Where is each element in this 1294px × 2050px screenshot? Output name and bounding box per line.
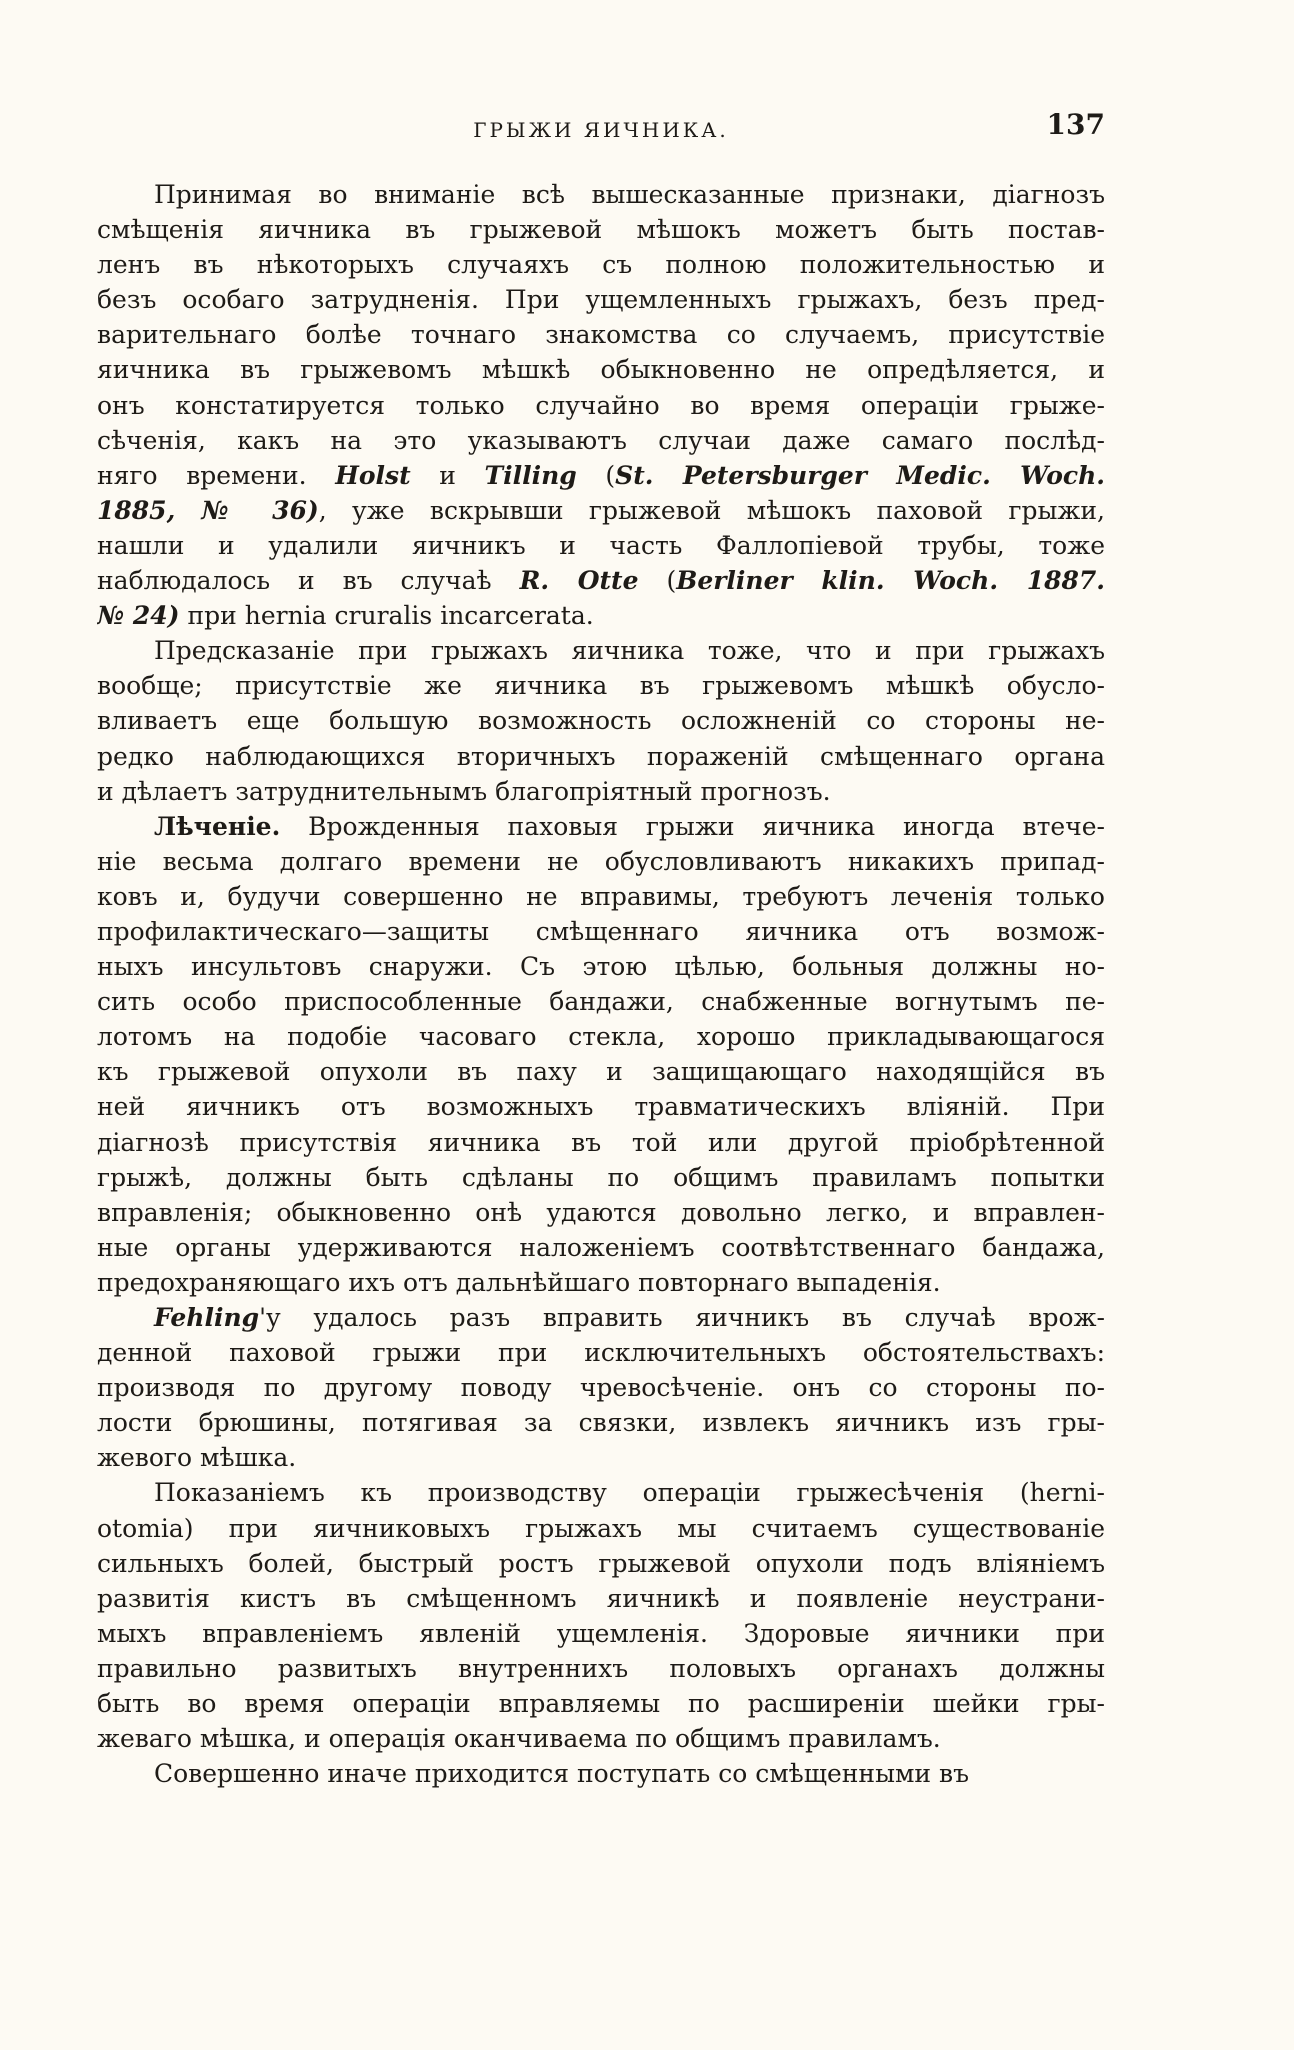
text-line bbox=[97, 949, 1105, 984]
text-line bbox=[97, 774, 1105, 809]
text-segment: жевого мѣшка. bbox=[97, 1443, 297, 1473]
text-line bbox=[97, 1405, 1105, 1440]
text-line bbox=[97, 844, 1105, 879]
text-line bbox=[97, 598, 1105, 633]
text-segment: вправленія; обыкновенно онѣ удаются довольно легко, и вправлен- bbox=[97, 1197, 1105, 1227]
text-line bbox=[97, 668, 1105, 703]
text-segment: Показаніемъ къ производству операціи грыжесѣченія (herni- bbox=[154, 1478, 1105, 1508]
text-line bbox=[97, 212, 1105, 247]
text-segment: смѣщенія яичника въ грыжевой мѣшокъ можетъ быть постав- bbox=[97, 215, 1105, 245]
text-line bbox=[97, 1440, 1105, 1475]
text-segment: Лѣченіе. bbox=[154, 811, 281, 841]
text-segment: грыжѣ, должны быть сдѣланы по общимъ правиламъ попытки bbox=[97, 1162, 1105, 1192]
text-segment: няго времени. bbox=[97, 460, 336, 490]
text-line bbox=[97, 1511, 1105, 1546]
text-segment: Врожденныя паховыя грыжи яичника иногда втече- bbox=[280, 811, 1105, 841]
text-segment: ленъ въ нѣкоторыхъ случаяхъ съ полною положительностью и bbox=[97, 250, 1105, 280]
text-line bbox=[97, 879, 1105, 914]
text-line bbox=[97, 458, 1105, 493]
text-line bbox=[97, 1546, 1105, 1581]
text-segment: сѣченія, какъ на это указываютъ случаи даже самаго послѣд- bbox=[97, 425, 1105, 455]
text-segment: яичника въ грыжевомъ мѣшкѣ обыкновенно не опредѣляется, и bbox=[97, 355, 1105, 385]
text-segment: сильныхъ болей, быстрый ростъ грыжевой опухоли подъ вліяніемъ bbox=[97, 1548, 1105, 1578]
text-line bbox=[97, 1686, 1105, 1721]
text-segment: быть во время операціи вправляемы по расширеніи шейки гры- bbox=[97, 1689, 1105, 1719]
text-line bbox=[97, 1756, 1105, 1791]
text-segment: 1885, № 36) bbox=[97, 495, 319, 525]
text-line bbox=[97, 984, 1105, 1019]
text-line bbox=[97, 1125, 1105, 1160]
text-line bbox=[97, 1054, 1105, 1089]
text-segment: нашли и удалили яичникъ и часть Фаллопіевой трубы, тоже bbox=[97, 530, 1105, 560]
text-segment: ( bbox=[638, 566, 677, 596]
text-line bbox=[97, 1089, 1105, 1124]
text-line bbox=[97, 1335, 1105, 1370]
text-segment: ней яичникъ отъ возможныхъ травматическихъ вліяній. При bbox=[97, 1092, 1105, 1122]
text-segment: онъ констатируется только случайно во время операціи грыже- bbox=[97, 390, 1105, 420]
text-segment: и bbox=[410, 460, 485, 490]
text-line bbox=[97, 1475, 1105, 1510]
text-segment: къ грыжевой опухоли въ паху и защищающаго находящійся въ bbox=[97, 1057, 1105, 1087]
text-line bbox=[97, 1721, 1105, 1756]
body-text bbox=[97, 177, 1105, 1791]
text-segment: правильно развитыхъ внутреннихъ половыхъ органахъ должны bbox=[97, 1653, 1105, 1683]
text-segment: лотомъ на подобіе часоваго стекла, хорошо прикладывающагося bbox=[97, 1022, 1105, 1052]
text-line bbox=[97, 282, 1105, 317]
text-segment: предохраняющаго ихъ отъ дальнѣйшаго повторнаго выпаденія. bbox=[97, 1267, 941, 1297]
text-segment: ніе весьма долгаго времени не обусловливаютъ никакихъ припад- bbox=[97, 846, 1105, 876]
text-segment: редко наблюдающихся вторичныхъ пораженій смѣщеннаго органа bbox=[97, 741, 1105, 771]
text-line bbox=[97, 317, 1105, 352]
text-line bbox=[97, 1651, 1105, 1686]
text-segment: варительнаго болѣе точнаго знакомства со случаемъ, присутствіе bbox=[97, 320, 1105, 350]
page-header bbox=[97, 108, 1105, 148]
text-line bbox=[97, 247, 1105, 282]
text-segment: мыхъ вправленіемъ явленій ущемленія. Здоровые яичники при bbox=[97, 1618, 1105, 1648]
text-segment: ные органы удерживаются наложеніемъ соотвѣтственнаго бандажа, bbox=[97, 1232, 1105, 1262]
text-segment: Berliner klin. Woch. 1887. bbox=[676, 566, 1105, 596]
text-segment: otomia) при яичниковыхъ грыжахъ мы считаемъ существованіе bbox=[97, 1513, 1105, 1543]
text-segment: при hernia cruralis incarcerata. bbox=[179, 601, 594, 631]
text-segment: безъ особаго затрудненія. При ущемленныхъ грыжахъ, безъ пред- bbox=[97, 285, 1105, 315]
text-segment: производя по другому поводу чревосѣченіе. онъ со стороны по- bbox=[97, 1373, 1105, 1403]
text-line bbox=[97, 633, 1105, 668]
text-segment: вливаетъ еще большую возможность осложненій со стороны не- bbox=[97, 706, 1105, 736]
text-line bbox=[97, 809, 1105, 844]
text-segment: St. Petersburger Medic. Woch. bbox=[615, 460, 1105, 490]
text-line bbox=[97, 1370, 1105, 1405]
text-segment: ( bbox=[576, 460, 616, 490]
text-segment: профилактическаго—защиты смѣщеннаго яичника отъ возмож- bbox=[97, 916, 1105, 946]
text-line bbox=[97, 914, 1105, 949]
text-segment: ковъ и, будучи совершенно не вправимы, требуютъ леченія только bbox=[97, 881, 1105, 911]
text-line bbox=[97, 563, 1105, 598]
text-line bbox=[97, 1581, 1105, 1616]
text-segment: Предсказаніе при грыжахъ яичника тоже, что и при грыжахъ bbox=[154, 636, 1105, 666]
text-line bbox=[97, 703, 1105, 738]
text-segment: R. Otte bbox=[519, 566, 639, 596]
text-line bbox=[97, 1160, 1105, 1195]
text-segment: діагнозѣ присутствія яичника въ той или другой пріобрѣтенной bbox=[97, 1127, 1105, 1157]
text-segment: Совершенно иначе приходится поступать со смѣщенными въ bbox=[154, 1759, 970, 1789]
text-segment: , уже вскрывши грыжевой мѣшокъ паховой грыжи, bbox=[318, 495, 1105, 525]
text-segment: денной паховой грыжи при исключительныхъ обстоятельствахъ: bbox=[97, 1338, 1105, 1368]
text-line bbox=[97, 1195, 1105, 1230]
text-line bbox=[97, 1300, 1105, 1335]
running-title: ГРЫЖИ ЯИЧНИКА. bbox=[473, 118, 729, 142]
text-line bbox=[97, 352, 1105, 387]
text-line bbox=[97, 493, 1105, 528]
text-segment: № 24) bbox=[97, 601, 180, 631]
text-line bbox=[97, 1230, 1105, 1265]
text-segment: и дѣлаетъ затруднительнымъ благопріятный прогнозъ. bbox=[97, 776, 831, 806]
text-line bbox=[97, 1616, 1105, 1651]
text-line bbox=[97, 177, 1105, 212]
text-line bbox=[97, 1265, 1105, 1300]
text-line bbox=[97, 423, 1105, 458]
text-segment: Принимая во вниманіе всѣ вышесказанные признаки, діагнозъ bbox=[154, 180, 1105, 209]
text-segment: наблюдалось и въ случаѣ bbox=[97, 566, 520, 596]
text-segment: Tilling bbox=[484, 460, 577, 490]
page-number: 137 bbox=[1046, 108, 1105, 141]
text-line bbox=[97, 388, 1105, 423]
text-segment: Holst bbox=[335, 460, 411, 490]
text-segment: лости брюшины, потягивая за связки, извлекъ яичникъ изъ гры- bbox=[97, 1408, 1105, 1438]
text-segment: сить особо приспособленные бандажи, снабженные вогнутымъ пе- bbox=[97, 987, 1105, 1017]
text-segment: развитія кистъ въ смѣщенномъ яичникѣ и появленіе неустрани- bbox=[97, 1583, 1105, 1613]
text-line bbox=[97, 1019, 1105, 1054]
text-segment: 'у удалось разъ вправить яичникъ въ случаѣ врож- bbox=[259, 1303, 1105, 1332]
text-line bbox=[97, 739, 1105, 774]
text-line bbox=[97, 528, 1105, 563]
text-segment: Fehling bbox=[154, 1303, 260, 1332]
text-segment: жеваго мѣшка, и операція оканчиваема по общимъ правиламъ. bbox=[97, 1724, 941, 1754]
text-segment: вообще; присутствіе же яичника въ грыжевомъ мѣшкѣ обусло- bbox=[97, 671, 1105, 701]
text-segment: ныхъ инсультовъ снаружи. Съ этою цѣлью, больныя должны но- bbox=[97, 952, 1105, 982]
